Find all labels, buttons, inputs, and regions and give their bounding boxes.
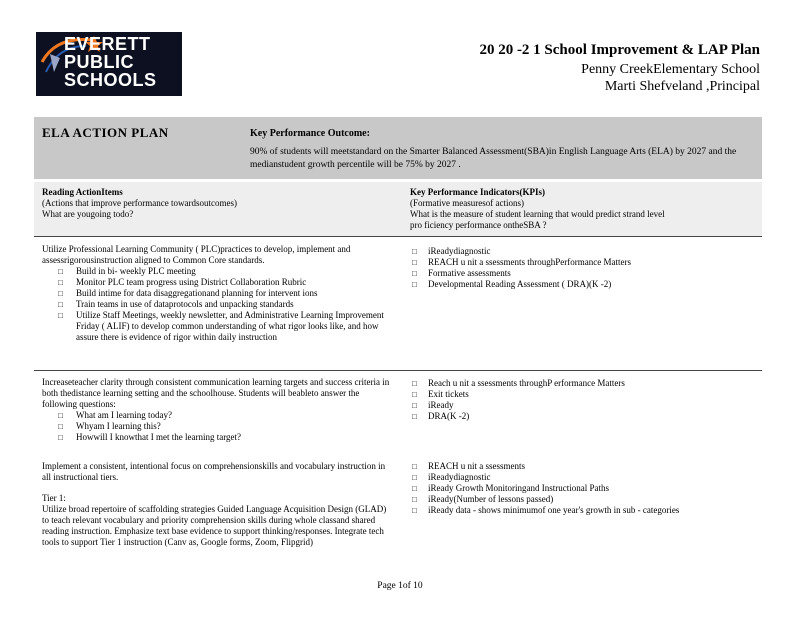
list-item: □ iReadydiagnostic (410, 246, 760, 257)
key-performance-outcome-text: 90% of students will meetstandard on the Smarter Balanced Assessment(SBA)in English Language Arts (ELA) by 2027 and the medianstudent growth percentile will be 75% by 2027 . (250, 147, 737, 170)
kpi-question-line-1: What is the measure of student learning that would predict strand level (410, 209, 665, 219)
list-item: □ Whyam I learning this? (42, 421, 392, 432)
principal-name: Marti Shefveland ,Principal (604, 79, 760, 94)
school-name: Penny CreekElementary School (581, 62, 760, 77)
kpi-subtitle: (Formative measuresof actions) (410, 198, 524, 208)
logo-line-1: EVERETT (64, 34, 151, 54)
action-row-1 (42, 244, 392, 343)
list-item: □ iReady (410, 400, 760, 411)
kpi-title: Key Performance Indicators(KPIs) (410, 187, 545, 197)
kpi-row-1 (410, 246, 760, 290)
action-row-2-intro: Increaseteacher clarity through consistent communication learning targets and success criteria in both thedistance learning setting and the schoolhouse. Students will beableto answer the following questions: (42, 377, 390, 409)
logo-line-3: SCHOOLS (64, 70, 157, 90)
tier-1-label: Tier 1: (42, 493, 66, 503)
ela-action-plan-title: ELA ACTION PLAN (42, 125, 169, 140)
page-number: Page 1of 10 (377, 581, 423, 591)
action-items-header (42, 187, 382, 220)
action-items-subtitle: (Actions that improve performance towardsoutcomes) (42, 198, 237, 208)
list-item: □ Howwill I knowthat I met the learning target? (42, 432, 392, 443)
list-item: □ Formative assessments (410, 268, 760, 279)
list-item: □ Reach u nit a ssessments throughP erformance Matters (410, 378, 760, 389)
logo-line-2: PUBLIC (64, 52, 134, 72)
action-row-2 (42, 377, 392, 443)
list-item: □ Build in bi- weekly PLC meeting (42, 266, 392, 277)
district-logo (36, 32, 182, 96)
list-item: □ iReadydiagnostic (410, 472, 760, 483)
list-item: □ Utilize Staff Meetings, weekly newsletter, and Administrative Learning Improvement Friday ( ALIF) to develop common understanding of what rigor looks like, and how assure there is evidence of rigor within daily instruction (42, 310, 392, 343)
list-item: □ REACH u nit a ssessments throughPerformance Matters (410, 257, 760, 268)
list-item: □ Monitor PLC team progress using District Collaboration Rubric (42, 277, 392, 288)
list-item: □ Train teams in use of dataprotocols and unpacking standards (42, 299, 392, 310)
table-divider (34, 370, 762, 371)
list-item: □ Build intime for data disaggregationand planning for intervent ions (42, 288, 392, 299)
kpi-header (410, 187, 755, 231)
action-row-3 (42, 461, 392, 548)
list-item: □ iReady Growth Monitoringand Instructional Paths (410, 483, 760, 494)
list-item: □ iReady data - shows minimumof one year's growth in sub - categories (410, 505, 760, 516)
tier-1-text: Utilize broad repertoire of scaffolding strategies Guided Language Acquisition Design (GLAD) to teach relevant vocabulary and priority comprehension skills during whole classand shared reading instruction. Emphasize text base evidence to support thinking/responses. Integrate tech tools to support Tier 1 instruction (Canv as, Google forms, Zoom, Flipgrid) (42, 504, 387, 547)
list-item: □ Exit tickets (410, 389, 760, 400)
list-item: □ REACH u nit a ssessments (410, 461, 760, 472)
kpi-row-3 (410, 461, 760, 516)
list-item: □ Developmental Reading Assessment ( DRA)(K -2) (410, 279, 760, 290)
action-row-3-intro: Implement a consistent, intentional focus on comprehensionskills and vocabulary instruction in all instructional tiers. (42, 461, 386, 482)
list-item: □ iReady(Number of lessons passed) (410, 494, 760, 505)
kpi-question-line-2: pro ficiency performance ontheSBA ? (410, 220, 547, 230)
key-performance-outcome-label: Key Performance Outcome: (250, 128, 370, 139)
kpi-row-2 (410, 378, 760, 422)
plan-title: 20 20 -2 1 School Improvement & LAP Plan (479, 42, 760, 58)
action-row-1-intro: Utilize Professional Learning Community ( PLC)practices to develop, implement and assessrigorousinstruction aligned to Common Core standards. (42, 244, 351, 265)
action-items-title: Reading ActionItems (42, 187, 123, 197)
action-items-question: What are yougoing todo? (42, 209, 134, 219)
list-item: □ DRA(K -2) (410, 411, 760, 422)
list-item: □ What am I learning today? (42, 410, 392, 421)
table-divider (34, 236, 762, 237)
